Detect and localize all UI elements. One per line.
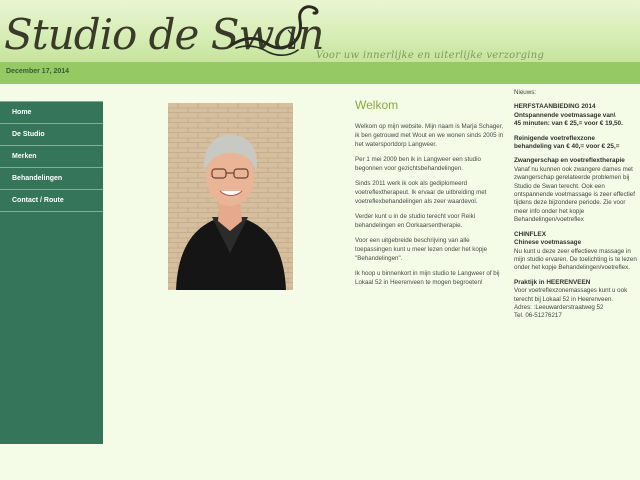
page-title: Welkom [355,98,399,112]
site-header [0,0,640,62]
herfst-title: HERFSTAANBIEDING 2014 [514,103,596,111]
site-tagline: Voor uw innerlijke en uiterlijke verzorging [316,50,545,61]
nav-item-merken[interactable]: Merken [0,146,103,168]
reinig-line-2: behandeling van € 40,= voor € 25,= [514,143,620,151]
studio-paragraph: Per 1 mei 2009 ben ik in Langweer een studio begonnen voor gezichtsbehandelingen. [355,156,481,172]
news-column [514,89,640,321]
nav-item-de-studio[interactable]: De Studio [0,124,103,146]
sidebar-nav [0,101,103,444]
nav-item-contact-route[interactable]: Contact / Route [0,190,103,212]
nav-item-behandelingen[interactable]: Behandelingen [0,168,103,190]
zwanger-title: Zwangerschap en voetreflextherapie [514,157,625,165]
behandelingen-paragraph: Voor een uitgebreide beschrijving van alle toepassingen kunt u meer lezen onder het kopje "Behandelingen". [355,237,488,262]
praktijk-phone: Tel. 06-51276217 [514,312,562,320]
chinflex-title: CHINFLEX [514,230,546,238]
voetreflex-paragraph: Sinds 2011 werk ik ook als gediplomeerd voetreflextherapeut. Ik ervaar de uitbreiding met voetreflexbehandelingen als zeer waardevol. [355,180,487,205]
reinig-line-1: Reinigende voetreflexzone [514,134,595,142]
nav-item-home[interactable]: Home [0,102,103,124]
portrait-photo [168,103,293,290]
news-label: Nieuws: [514,89,537,96]
herfst-line-2: 45 minuten: van € 25,= voor € 19,50. [514,120,623,128]
zwanger-text: Vanaf nu kunnen ook zwangere dames met zwangerschap gerelateerde problemen bij Studio de Swan terecht. Ook een ontspannende voetmassage is zeer effectief tijdens deze bijzondere periode. Zie voor meer info onder het kopje Behandelingen/voetreflex [514,165,635,224]
swan-logo-icon [228,2,320,62]
chinflex-subtitle: Chinese voetmassage [514,239,582,247]
main-content [355,98,505,293]
current-date: December 17, 2014 [6,68,70,75]
reiki-paragraph: Verder kunt u in de studio terecht voor Reiki behandelingen en Oorkaarsentherapie. [355,213,476,229]
chinflex-text: Nu kunt u deze zeer effectieve massage in mijn studio ervaren. De toelichting is te lezen onder het kopje Behandelingen/voetreflex. [514,247,637,272]
date-bar [0,62,640,84]
praktijk-title: Praktijk in HEERENVEEN [514,278,591,286]
herfst-line-1: Ontspannende voetmassage van\ [514,111,616,119]
site-logo[interactable]: Studio de Swan [4,10,324,59]
praktijk-address: Adres: :Leeuwarderstraatweg 52 [514,303,604,311]
closing-paragraph: Ik hoop u binnenkort in mijn studio te Langweer of bij Lokaal 52 in Heerenveen te mogen begroeten! [355,270,500,286]
intro-paragraph: Welkom op mijn website. Mijn naam is Marja Schager, ik ben getrouwd met Wout en we wonen sinds 2005 in het watersportdorp Langweer. [355,123,504,148]
praktijk-text: Voor voetreflexzonemassages kunt u ook terecht bij Lokaal 52 in Heerenveen. [514,287,628,303]
